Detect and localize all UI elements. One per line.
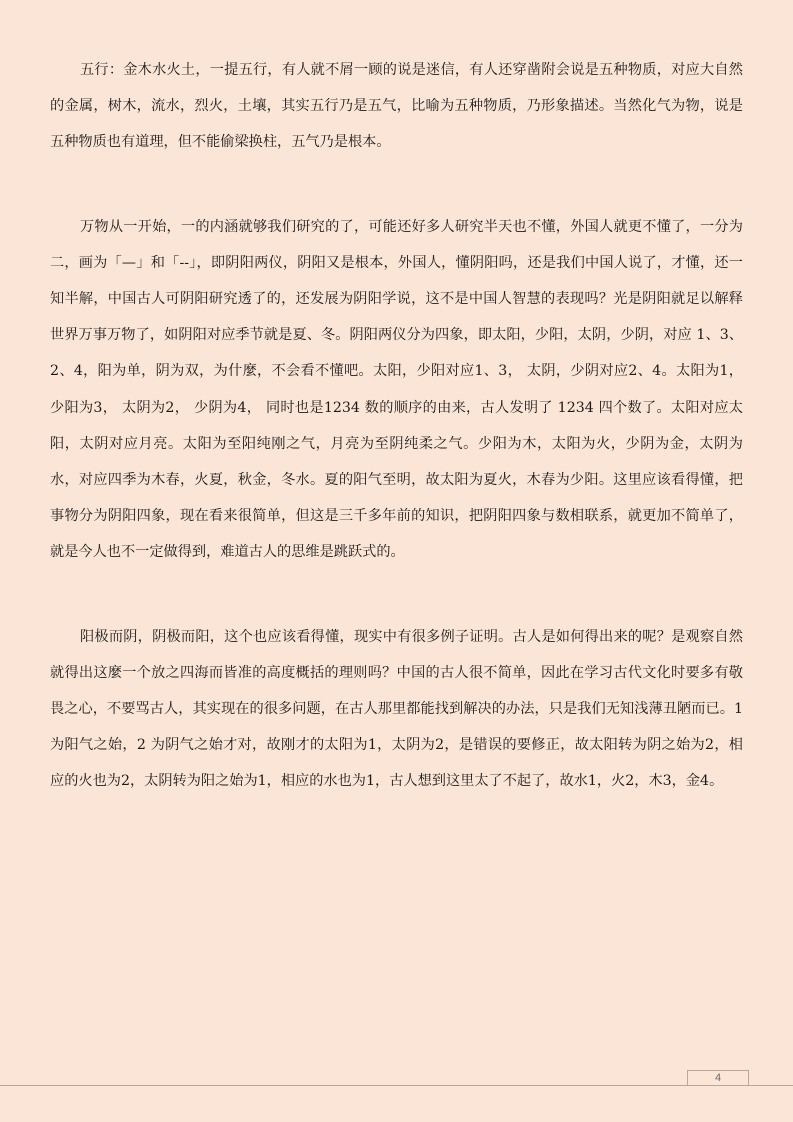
paragraph-wuxing: 五行：金木水火土，一提五行，有人就不屑一顾的说是迷信，有人还穿凿附会说是五种物质，对应大自然的金属，树木，流水，烈火，土壤，其实五行乃是五气，比喻为五种物质，乃形象描述。当然化气为物，说是五种物质也有道理，但不能偷梁换柱，五气乃是根本。 (50, 62, 743, 151)
footer-divider (0, 1085, 793, 1086)
paragraph-yangji-eryin: 阳极而阴，阴极而阳，这个也应该看得懂，现实中有很多例子证明。古人是如何得出来的呢？是观察自然就得出这麼一个放之四海而皆准的高度概括的理则吗？中国的古人很不简单，因此在学习古代文化时要多有敬畏之心，不要骂古人，其实现在的很多问题，在古人那里都能找到解决的办法，只是我们无知浅薄丑陋而已。1 为阳气之始，2 为阴气之始才对，故刚才的太阳为1，太阴为2，是错误的要修正，故太阳转为阴之始为2，相应的火也为2，太阴转为阳之始为1，相应的水也为1，古人想到这里太了不起了，故水1，火2，木3，金4。 (50, 628, 743, 790)
page-number-tab (687, 1070, 749, 1085)
page-number: 4 (714, 1072, 722, 1084)
paragraph-yinyang: 万物从一开始，一的内涵就够我们研究的了，可能还好多人研究半天也不懂，外国人就更不懂了，一分为二，画为「—」和「--」，即阴阳两仪，阴阳又是根本，外国人，懂阴阳吗，还是我们中国人说了，才懂，还一知半解，中国古人可阴阳研究透了的，还发展为阴阳学说，这不是中国人智慧的表现吗？光是阴阳就足以解释世界万事万物了，如阴阳对应季节就是夏、冬。阴阳两仪分为四象，即太阳，少阳，太阴，少阴，对应 1、3、2、4，阳为单，阴为双，为什麼，不会看不懂吧。太阳，少阳对应1、3， 太阴，少阴对应2、4。太阳为1， 少阳为3， 太阴为2， 少阴为4， 同时也是1234 数的顺序的由来，古人发明了 1234 四个数了。太阳对应太阳，太阴对应月亮。太阳为至阳纯刚之气，月亮为至阴纯柔之气。少阳为木，太阳为火，少阴为金，太阴为水，对应四季为木春，火夏，秋金，冬水。夏的阳气至明，故太阳为夏火，木春为少阳。这里应该看得懂，把事物分为阴阳四象，现在看来很简单，但这是三千多年前的知识，把阴阳四象与数相联系，就更加不简单了，就是今人也不一定做得到，难道古人的思维是跳跃式的。 (50, 218, 743, 561)
document-body (50, 52, 743, 800)
